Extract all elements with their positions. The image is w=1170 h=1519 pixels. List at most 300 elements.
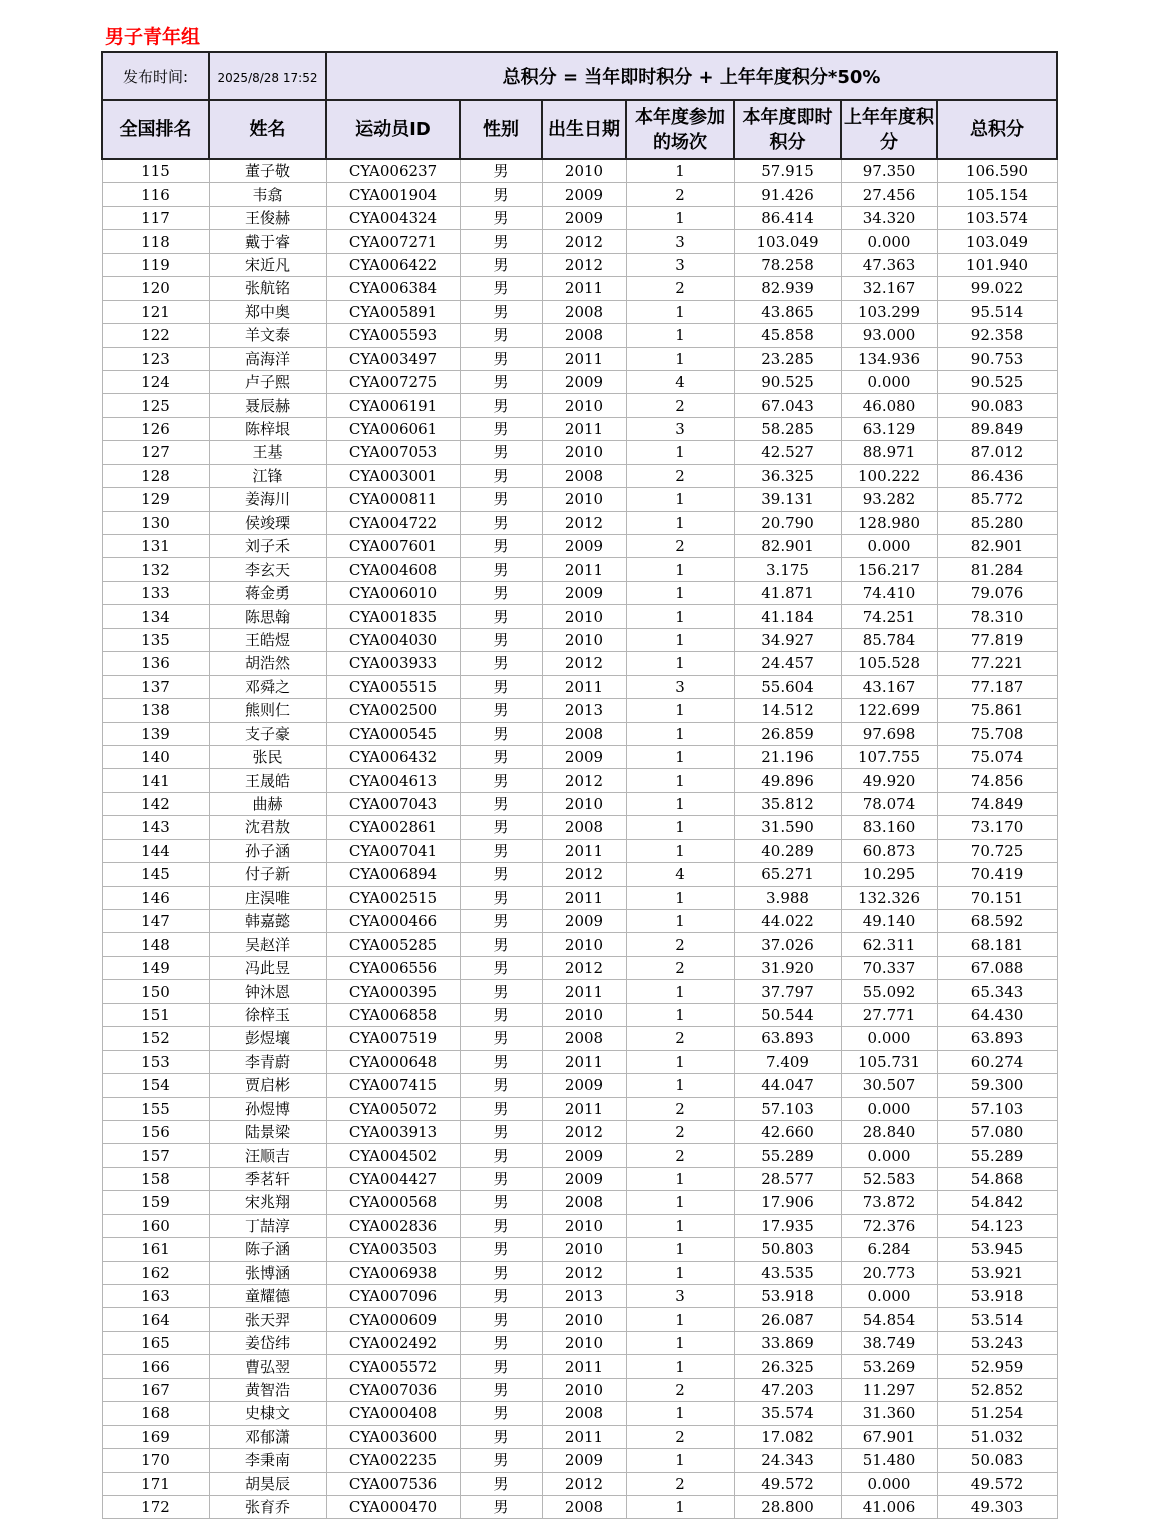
birth-year-cell: 2011 bbox=[542, 558, 626, 581]
name-cell: 吴赵洋 bbox=[209, 933, 326, 956]
rank-cell: 157 bbox=[102, 1144, 209, 1167]
table-row bbox=[102, 1074, 1057, 1097]
athlete-id-cell: CYA001904 bbox=[326, 183, 460, 206]
rank-cell: 145 bbox=[102, 863, 209, 886]
rank-cell: 118 bbox=[102, 230, 209, 253]
current-points-cell: 37.797 bbox=[734, 980, 841, 1003]
birth-year-cell: 2009 bbox=[542, 183, 626, 206]
name-cell: 钟沐恩 bbox=[209, 980, 326, 1003]
current-points-cell: 43.865 bbox=[734, 300, 841, 323]
gender-cell: 男 bbox=[460, 1495, 542, 1518]
athlete-id-cell: CYA005572 bbox=[326, 1355, 460, 1378]
total-points-cell: 87.012 bbox=[937, 441, 1057, 464]
athlete-id-cell: CYA000609 bbox=[326, 1308, 460, 1331]
current-points-cell: 23.285 bbox=[734, 347, 841, 370]
gender-cell: 男 bbox=[460, 605, 542, 628]
current-points-cell: 35.574 bbox=[734, 1402, 841, 1425]
gender-cell: 男 bbox=[460, 347, 542, 370]
athlete-id-cell: CYA007271 bbox=[326, 230, 460, 253]
athlete-id-cell: CYA000648 bbox=[326, 1050, 460, 1073]
total-points-cell: 51.254 bbox=[937, 1402, 1057, 1425]
current-points-cell: 41.184 bbox=[734, 605, 841, 628]
name-cell: 王晟皓 bbox=[209, 769, 326, 792]
birth-year-cell: 2009 bbox=[542, 1167, 626, 1190]
name-cell: 徐梓玉 bbox=[209, 1003, 326, 1026]
last-year-points-cell: 0.000 bbox=[841, 1027, 937, 1050]
gender-cell: 男 bbox=[460, 910, 542, 933]
current-points-cell: 26.325 bbox=[734, 1355, 841, 1378]
rank-cell: 151 bbox=[102, 1003, 209, 1026]
table-row bbox=[102, 933, 1057, 956]
events-cell: 2 bbox=[626, 1472, 734, 1495]
current-points-cell: 103.049 bbox=[734, 230, 841, 253]
table-row bbox=[102, 675, 1057, 698]
birth-year-cell: 2011 bbox=[542, 675, 626, 698]
birth-year-cell: 2009 bbox=[542, 1074, 626, 1097]
total-points-cell: 105.154 bbox=[937, 183, 1057, 206]
last-year-points-cell: 134.936 bbox=[841, 347, 937, 370]
current-points-cell: 78.258 bbox=[734, 253, 841, 276]
name-cell: 张航铭 bbox=[209, 277, 326, 300]
total-points-cell: 55.289 bbox=[937, 1144, 1057, 1167]
birth-year-cell: 2010 bbox=[542, 1003, 626, 1026]
name-cell: 陈梓垠 bbox=[209, 417, 326, 440]
rank-cell: 127 bbox=[102, 441, 209, 464]
gender-cell: 男 bbox=[460, 1331, 542, 1354]
rank-cell: 133 bbox=[102, 581, 209, 604]
events-cell: 1 bbox=[626, 1238, 734, 1261]
last-year-points-cell: 0.000 bbox=[841, 1472, 937, 1495]
events-cell: 1 bbox=[626, 769, 734, 792]
gender-cell: 男 bbox=[460, 1378, 542, 1401]
current-points-cell: 31.920 bbox=[734, 956, 841, 979]
gender-cell: 男 bbox=[460, 863, 542, 886]
total-points-cell: 68.181 bbox=[937, 933, 1057, 956]
birth-year-cell: 2010 bbox=[542, 792, 626, 815]
table-row bbox=[102, 980, 1057, 1003]
name-cell: 张博涵 bbox=[209, 1261, 326, 1284]
total-points-cell: 49.303 bbox=[937, 1495, 1057, 1518]
rank-cell: 137 bbox=[102, 675, 209, 698]
gender-cell: 男 bbox=[460, 581, 542, 604]
athlete-id-cell: CYA003913 bbox=[326, 1120, 460, 1143]
current-points-cell: 34.927 bbox=[734, 628, 841, 651]
rank-cell: 122 bbox=[102, 324, 209, 347]
events-cell: 3 bbox=[626, 417, 734, 440]
last-year-points-cell: 74.410 bbox=[841, 581, 937, 604]
name-cell: 侯竣瑮 bbox=[209, 511, 326, 534]
events-cell: 1 bbox=[626, 1355, 734, 1378]
total-points-cell: 57.080 bbox=[937, 1120, 1057, 1143]
total-points-cell: 49.572 bbox=[937, 1472, 1057, 1495]
events-cell: 1 bbox=[626, 1050, 734, 1073]
athlete-id-cell: CYA007036 bbox=[326, 1378, 460, 1401]
total-points-cell: 67.088 bbox=[937, 956, 1057, 979]
total-points-cell: 74.849 bbox=[937, 792, 1057, 815]
current-points-cell: 17.082 bbox=[734, 1425, 841, 1448]
events-cell: 1 bbox=[626, 745, 734, 768]
rank-cell: 149 bbox=[102, 956, 209, 979]
table-row bbox=[102, 652, 1057, 675]
table-row bbox=[102, 206, 1057, 229]
total-points-cell: 70.725 bbox=[937, 839, 1057, 862]
gender-cell: 男 bbox=[460, 253, 542, 276]
table-row bbox=[102, 441, 1057, 464]
events-cell: 1 bbox=[626, 206, 734, 229]
table-row bbox=[102, 699, 1057, 722]
events-cell: 1 bbox=[626, 1167, 734, 1190]
birth-year-cell: 2010 bbox=[542, 628, 626, 651]
rank-cell: 171 bbox=[102, 1472, 209, 1495]
gender-cell: 男 bbox=[460, 699, 542, 722]
total-points-cell: 99.022 bbox=[937, 277, 1057, 300]
athlete-id-cell: CYA003497 bbox=[326, 347, 460, 370]
name-cell: 汪顺吉 bbox=[209, 1144, 326, 1167]
gender-cell: 男 bbox=[460, 558, 542, 581]
gender-cell: 男 bbox=[460, 488, 542, 511]
events-cell: 2 bbox=[626, 1378, 734, 1401]
table-row bbox=[102, 792, 1057, 815]
events-cell: 1 bbox=[626, 1308, 734, 1331]
gender-cell: 男 bbox=[460, 300, 542, 323]
athlete-id-cell: CYA004502 bbox=[326, 1144, 460, 1167]
publish-row bbox=[102, 52, 1057, 100]
events-cell: 1 bbox=[626, 980, 734, 1003]
birth-year-cell: 2008 bbox=[542, 1191, 626, 1214]
gender-cell: 男 bbox=[460, 1050, 542, 1073]
table-row bbox=[102, 1402, 1057, 1425]
name-cell: 孙煜博 bbox=[209, 1097, 326, 1120]
last-year-points-cell: 107.755 bbox=[841, 745, 937, 768]
name-cell: 韦翕 bbox=[209, 183, 326, 206]
last-year-points-cell: 103.299 bbox=[841, 300, 937, 323]
events-cell: 1 bbox=[626, 628, 734, 651]
current-points-cell: 57.915 bbox=[734, 159, 841, 183]
name-cell: 童耀德 bbox=[209, 1285, 326, 1308]
gender-cell: 男 bbox=[460, 1097, 542, 1120]
name-cell: 郑中奥 bbox=[209, 300, 326, 323]
total-points-cell: 86.436 bbox=[937, 464, 1057, 487]
athlete-id-cell: CYA000568 bbox=[326, 1191, 460, 1214]
birth-year-cell: 2012 bbox=[542, 1261, 626, 1284]
athlete-id-cell: CYA003600 bbox=[326, 1425, 460, 1448]
gender-cell: 男 bbox=[460, 1449, 542, 1472]
athlete-id-cell: CYA000408 bbox=[326, 1402, 460, 1425]
gender-cell: 男 bbox=[460, 1214, 542, 1237]
total-points-cell: 60.274 bbox=[937, 1050, 1057, 1073]
birth-year-cell: 2011 bbox=[542, 839, 626, 862]
last-year-points-cell: 83.160 bbox=[841, 816, 937, 839]
total-points-cell: 52.959 bbox=[937, 1355, 1057, 1378]
last-year-points-cell: 10.295 bbox=[841, 863, 937, 886]
name-cell: 冯此昱 bbox=[209, 956, 326, 979]
current-points-cell: 86.414 bbox=[734, 206, 841, 229]
total-points-cell: 53.918 bbox=[937, 1285, 1057, 1308]
last-year-points-cell: 70.337 bbox=[841, 956, 937, 979]
rank-cell: 117 bbox=[102, 206, 209, 229]
total-points-cell: 81.284 bbox=[937, 558, 1057, 581]
last-year-points-cell: 20.773 bbox=[841, 1261, 937, 1284]
last-year-points-cell: 105.528 bbox=[841, 652, 937, 675]
total-points-cell: 89.849 bbox=[937, 417, 1057, 440]
gender-cell: 男 bbox=[460, 159, 542, 183]
birth-year-cell: 2008 bbox=[542, 464, 626, 487]
birth-year-cell: 2009 bbox=[542, 745, 626, 768]
last-year-points-cell: 43.167 bbox=[841, 675, 937, 698]
total-points-cell: 95.514 bbox=[937, 300, 1057, 323]
events-cell: 2 bbox=[626, 1097, 734, 1120]
last-year-points-cell: 72.376 bbox=[841, 1214, 937, 1237]
table-row bbox=[102, 558, 1057, 581]
table-row bbox=[102, 1261, 1057, 1284]
athlete-id-cell: CYA000545 bbox=[326, 722, 460, 745]
athlete-id-cell: CYA004608 bbox=[326, 558, 460, 581]
events-cell: 1 bbox=[626, 159, 734, 183]
rank-cell: 124 bbox=[102, 370, 209, 393]
gender-cell: 男 bbox=[460, 839, 542, 862]
rank-cell: 167 bbox=[102, 1378, 209, 1401]
current-points-cell: 43.535 bbox=[734, 1261, 841, 1284]
total-points-cell: 75.708 bbox=[937, 722, 1057, 745]
name-cell: 聂辰赫 bbox=[209, 394, 326, 417]
last-year-points-cell: 31.360 bbox=[841, 1402, 937, 1425]
last-year-points-cell: 100.222 bbox=[841, 464, 937, 487]
birth-year-cell: 2010 bbox=[542, 1214, 626, 1237]
total-points-cell: 92.358 bbox=[937, 324, 1057, 347]
table-row bbox=[102, 1097, 1057, 1120]
name-cell: 孙子涵 bbox=[209, 839, 326, 862]
events-cell: 1 bbox=[626, 488, 734, 511]
athlete-id-cell: CYA000470 bbox=[326, 1495, 460, 1518]
athlete-id-cell: CYA002492 bbox=[326, 1331, 460, 1354]
current-points-cell: 39.131 bbox=[734, 488, 841, 511]
table-row bbox=[102, 769, 1057, 792]
name-cell: 韩嘉懿 bbox=[209, 910, 326, 933]
birth-year-cell: 2012 bbox=[542, 230, 626, 253]
total-points-cell: 77.221 bbox=[937, 652, 1057, 675]
current-points-cell: 20.790 bbox=[734, 511, 841, 534]
events-cell: 2 bbox=[626, 1425, 734, 1448]
table-row bbox=[102, 1331, 1057, 1354]
birth-year-cell: 2008 bbox=[542, 1027, 626, 1050]
gender-cell: 男 bbox=[460, 1027, 542, 1050]
table-row bbox=[102, 839, 1057, 862]
last-year-points-cell: 0.000 bbox=[841, 535, 937, 558]
events-cell: 1 bbox=[626, 1495, 734, 1518]
table-row bbox=[102, 159, 1057, 183]
total-points-cell: 73.170 bbox=[937, 816, 1057, 839]
score-formula: 总积分 = 当年即时积分 + 上年年度积分*50% bbox=[326, 52, 1057, 100]
table-row bbox=[102, 863, 1057, 886]
current-points-cell: 91.426 bbox=[734, 183, 841, 206]
current-points-cell: 65.271 bbox=[734, 863, 841, 886]
birth-year-cell: 2009 bbox=[542, 581, 626, 604]
birth-year-cell: 2008 bbox=[542, 816, 626, 839]
col-header-birth-year: 出生日期 bbox=[542, 100, 626, 159]
last-year-points-cell: 93.000 bbox=[841, 324, 937, 347]
birth-year-cell: 2011 bbox=[542, 1050, 626, 1073]
name-cell: 季茗轩 bbox=[209, 1167, 326, 1190]
name-cell: 邓郁潇 bbox=[209, 1425, 326, 1448]
events-cell: 2 bbox=[626, 535, 734, 558]
name-cell: 曲赫 bbox=[209, 792, 326, 815]
table-row bbox=[102, 1285, 1057, 1308]
table-row bbox=[102, 1425, 1057, 1448]
total-points-cell: 68.592 bbox=[937, 910, 1057, 933]
rank-cell: 136 bbox=[102, 652, 209, 675]
events-cell: 1 bbox=[626, 1402, 734, 1425]
gender-cell: 男 bbox=[460, 1144, 542, 1167]
name-cell: 沈君敖 bbox=[209, 816, 326, 839]
rank-cell: 126 bbox=[102, 417, 209, 440]
total-points-cell: 50.083 bbox=[937, 1449, 1057, 1472]
total-points-cell: 70.419 bbox=[937, 863, 1057, 886]
last-year-points-cell: 27.771 bbox=[841, 1003, 937, 1026]
gender-cell: 男 bbox=[460, 1191, 542, 1214]
last-year-points-cell: 41.006 bbox=[841, 1495, 937, 1518]
total-points-cell: 79.076 bbox=[937, 581, 1057, 604]
name-cell: 胡浩然 bbox=[209, 652, 326, 675]
name-cell: 支子豪 bbox=[209, 722, 326, 745]
last-year-points-cell: 28.840 bbox=[841, 1120, 937, 1143]
rank-cell: 153 bbox=[102, 1050, 209, 1073]
current-points-cell: 41.871 bbox=[734, 581, 841, 604]
rank-cell: 130 bbox=[102, 511, 209, 534]
gender-cell: 男 bbox=[460, 652, 542, 675]
rank-cell: 169 bbox=[102, 1425, 209, 1448]
gender-cell: 男 bbox=[460, 1402, 542, 1425]
athlete-id-cell: CYA007275 bbox=[326, 370, 460, 393]
athlete-id-cell: CYA005285 bbox=[326, 933, 460, 956]
total-points-cell: 74.856 bbox=[937, 769, 1057, 792]
events-cell: 2 bbox=[626, 1120, 734, 1143]
table-row bbox=[102, 1003, 1057, 1026]
total-points-cell: 106.590 bbox=[937, 159, 1057, 183]
last-year-points-cell: 88.971 bbox=[841, 441, 937, 464]
gender-cell: 男 bbox=[460, 1120, 542, 1143]
athlete-id-cell: CYA006237 bbox=[326, 159, 460, 183]
name-cell: 黄智浩 bbox=[209, 1378, 326, 1401]
col-header-name: 姓名 bbox=[209, 100, 326, 159]
last-year-points-cell: 73.872 bbox=[841, 1191, 937, 1214]
birth-year-cell: 2011 bbox=[542, 980, 626, 1003]
events-cell: 1 bbox=[626, 1261, 734, 1284]
name-cell: 王基 bbox=[209, 441, 326, 464]
total-points-cell: 90.753 bbox=[937, 347, 1057, 370]
events-cell: 1 bbox=[626, 1449, 734, 1472]
name-cell: 张天羿 bbox=[209, 1308, 326, 1331]
events-cell: 3 bbox=[626, 230, 734, 253]
rank-cell: 129 bbox=[102, 488, 209, 511]
name-cell: 陈子涵 bbox=[209, 1238, 326, 1261]
current-points-cell: 3.988 bbox=[734, 886, 841, 909]
athlete-id-cell: CYA004324 bbox=[326, 206, 460, 229]
birth-year-cell: 2012 bbox=[542, 769, 626, 792]
birth-year-cell: 2012 bbox=[542, 652, 626, 675]
athlete-id-cell: CYA007519 bbox=[326, 1027, 460, 1050]
name-cell: 李玄天 bbox=[209, 558, 326, 581]
total-points-cell: 90.083 bbox=[937, 394, 1057, 417]
rank-cell: 141 bbox=[102, 769, 209, 792]
last-year-points-cell: 46.080 bbox=[841, 394, 937, 417]
rank-cell: 140 bbox=[102, 745, 209, 768]
birth-year-cell: 2011 bbox=[542, 277, 626, 300]
gender-cell: 男 bbox=[460, 183, 542, 206]
birth-year-cell: 2013 bbox=[542, 1285, 626, 1308]
events-cell: 2 bbox=[626, 1027, 734, 1050]
gender-cell: 男 bbox=[460, 394, 542, 417]
athlete-id-cell: CYA004722 bbox=[326, 511, 460, 534]
gender-cell: 男 bbox=[460, 417, 542, 440]
current-points-cell: 17.906 bbox=[734, 1191, 841, 1214]
athlete-id-cell: CYA002861 bbox=[326, 816, 460, 839]
table-row bbox=[102, 370, 1057, 393]
birth-year-cell: 2008 bbox=[542, 1495, 626, 1518]
last-year-points-cell: 62.311 bbox=[841, 933, 937, 956]
last-year-points-cell: 74.251 bbox=[841, 605, 937, 628]
name-cell: 庄淏唯 bbox=[209, 886, 326, 909]
events-cell: 1 bbox=[626, 441, 734, 464]
athlete-id-cell: CYA003933 bbox=[326, 652, 460, 675]
birth-year-cell: 2010 bbox=[542, 394, 626, 417]
events-cell: 1 bbox=[626, 839, 734, 862]
events-cell: 1 bbox=[626, 1191, 734, 1214]
gender-cell: 男 bbox=[460, 464, 542, 487]
rank-cell: 128 bbox=[102, 464, 209, 487]
total-points-cell: 57.103 bbox=[937, 1097, 1057, 1120]
current-points-cell: 55.289 bbox=[734, 1144, 841, 1167]
name-cell: 陆景梁 bbox=[209, 1120, 326, 1143]
total-points-cell: 54.123 bbox=[937, 1214, 1057, 1237]
name-cell: 张育乔 bbox=[209, 1495, 326, 1518]
birth-year-cell: 2008 bbox=[542, 300, 626, 323]
table-row bbox=[102, 1495, 1057, 1518]
events-cell: 1 bbox=[626, 1214, 734, 1237]
table-row bbox=[102, 1472, 1057, 1495]
total-points-cell: 59.300 bbox=[937, 1074, 1057, 1097]
current-points-cell: 82.901 bbox=[734, 535, 841, 558]
gender-cell: 男 bbox=[460, 816, 542, 839]
last-year-points-cell: 97.350 bbox=[841, 159, 937, 183]
table-row bbox=[102, 581, 1057, 604]
rank-cell: 158 bbox=[102, 1167, 209, 1190]
events-cell: 1 bbox=[626, 792, 734, 815]
total-points-cell: 64.430 bbox=[937, 1003, 1057, 1026]
gender-cell: 男 bbox=[460, 628, 542, 651]
last-year-points-cell: 78.074 bbox=[841, 792, 937, 815]
total-points-cell: 53.514 bbox=[937, 1308, 1057, 1331]
name-cell: 宋近凡 bbox=[209, 253, 326, 276]
table-row bbox=[102, 300, 1057, 323]
rank-cell: 150 bbox=[102, 980, 209, 1003]
total-points-cell: 54.868 bbox=[937, 1167, 1057, 1190]
athlete-id-cell: CYA005593 bbox=[326, 324, 460, 347]
table-row bbox=[102, 1144, 1057, 1167]
publish-time: 2025/8/28 17:52 bbox=[209, 52, 326, 100]
current-points-cell: 21.196 bbox=[734, 745, 841, 768]
name-cell: 宋兆翔 bbox=[209, 1191, 326, 1214]
table-row bbox=[102, 183, 1057, 206]
last-year-points-cell: 6.284 bbox=[841, 1238, 937, 1261]
events-cell: 2 bbox=[626, 394, 734, 417]
events-cell: 2 bbox=[626, 277, 734, 300]
athlete-id-cell: CYA005072 bbox=[326, 1097, 460, 1120]
name-cell: 付子新 bbox=[209, 863, 326, 886]
athlete-id-cell: CYA005891 bbox=[326, 300, 460, 323]
birth-year-cell: 2010 bbox=[542, 1378, 626, 1401]
birth-year-cell: 2012 bbox=[542, 253, 626, 276]
table-row bbox=[102, 347, 1057, 370]
